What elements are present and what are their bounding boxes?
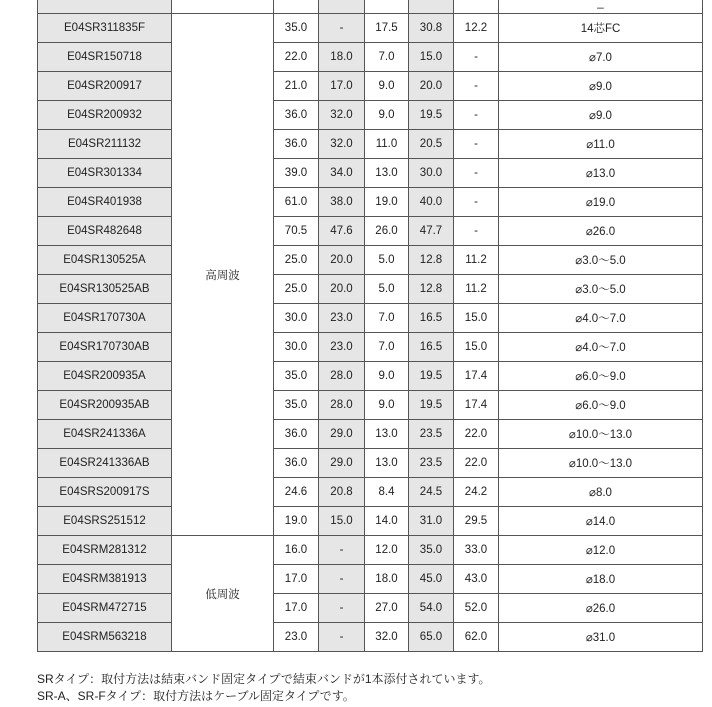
dimension-d1: 30.0	[274, 333, 319, 362]
cable-size: ⌀9.0	[499, 101, 703, 130]
model-number: E04SR301334	[38, 159, 172, 188]
dimension-d5: 11.2	[454, 275, 499, 304]
model-number: E04SRM281312	[38, 536, 172, 565]
table-row	[38, 275, 703, 304]
dimension-d3: 9.0	[365, 391, 409, 420]
model-number: E04SRS200917S	[38, 478, 172, 507]
dimension-d4: 12.8	[409, 246, 454, 275]
dimension-d4: 19.5	[409, 101, 454, 130]
model-number: E04SR130525AB	[38, 275, 172, 304]
dimension-d2: 20.0	[319, 246, 365, 275]
model-number: E04SRM563218	[38, 623, 172, 652]
table-row	[38, 0, 703, 14]
dimension-d5: 15.0	[454, 304, 499, 333]
table-row	[38, 333, 703, 362]
model-number: E04SR211132	[38, 130, 172, 159]
dimension-d3: 5.0	[365, 246, 409, 275]
cable-size: ⌀14.0	[499, 507, 703, 536]
dimension-d2: 18.0	[319, 43, 365, 72]
cable-size: ⌀26.0	[499, 594, 703, 623]
dimension-d1: 19.0	[274, 507, 319, 536]
model-number: E04SR130525A	[38, 246, 172, 275]
table-row	[38, 130, 703, 159]
table-row	[38, 623, 703, 652]
dimension-d4: 20.5	[409, 130, 454, 159]
dimension-d4: 40.0	[409, 188, 454, 217]
dimension-d1: 35.0	[274, 362, 319, 391]
dimension-d1: 39.0	[274, 159, 319, 188]
cell-d5	[454, 0, 499, 14]
footnote-sr: SRタイプ：取付方法は結束バンド固定タイプで結束バンドが1本添付されています。	[37, 672, 491, 686]
dimension-d2: 29.0	[319, 420, 365, 449]
model-number: E04SRS251512	[38, 507, 172, 536]
model-number: E04SRM472715	[38, 594, 172, 623]
table-row	[38, 478, 703, 507]
model-number: E04SR482648	[38, 217, 172, 246]
table-row	[38, 391, 703, 420]
dimension-d1: 17.0	[274, 565, 319, 594]
dimension-d3: 13.0	[365, 159, 409, 188]
dimension-d4: 47.7	[409, 217, 454, 246]
cable-size: ⌀7.0	[499, 43, 703, 72]
dimension-d2: 20.0	[319, 275, 365, 304]
cable-size: ⌀10.0～13.0	[499, 420, 703, 449]
table-row	[38, 536, 703, 565]
dimension-d5: 33.0	[454, 536, 499, 565]
dimension-d4: 35.0	[409, 536, 454, 565]
dimension-d4: 45.0	[409, 565, 454, 594]
dimension-d5: 43.0	[454, 565, 499, 594]
table-row	[38, 594, 703, 623]
footnotes	[37, 671, 491, 705]
dimension-d3: 7.0	[365, 43, 409, 72]
dimension-d1: 25.0	[274, 246, 319, 275]
dimension-d4: 19.5	[409, 391, 454, 420]
dimension-d4: 12.8	[409, 275, 454, 304]
model-number: E04SR241336AB	[38, 449, 172, 478]
cell-d1	[274, 0, 319, 14]
dimension-d2: 32.0	[319, 101, 365, 130]
model-number: E04SRM381913	[38, 565, 172, 594]
model-number: E04SR170730AB	[38, 333, 172, 362]
cell-model	[38, 0, 172, 14]
dimension-d4: 30.0	[409, 159, 454, 188]
dimension-d3: 32.0	[365, 623, 409, 652]
dimension-d5: 52.0	[454, 594, 499, 623]
dimension-d2: -	[319, 536, 365, 565]
model-number: E04SR170730A	[38, 304, 172, 333]
dimension-d2: -	[319, 565, 365, 594]
dimension-d1: 36.0	[274, 420, 319, 449]
dimension-d2: 20.8	[319, 478, 365, 507]
table-row	[38, 188, 703, 217]
dimension-d1: 16.0	[274, 536, 319, 565]
dimension-d2: 15.0	[319, 507, 365, 536]
cable-size: ⌀4.0～7.0	[499, 333, 703, 362]
table-row	[38, 507, 703, 536]
dimension-d3: 12.0	[365, 536, 409, 565]
dimension-d2: -	[319, 623, 365, 652]
dimension-d3: 8.4	[365, 478, 409, 507]
cell-d3	[365, 0, 409, 14]
cell-d4	[409, 0, 454, 14]
dimension-d3: 26.0	[365, 217, 409, 246]
dimension-d5: 17.4	[454, 391, 499, 420]
cable-size: ⌀10.0～13.0	[499, 449, 703, 478]
dimension-d4: 20.0	[409, 72, 454, 101]
dimension-d1: 35.0	[274, 14, 319, 43]
dimension-d5: -	[454, 101, 499, 130]
dimension-d4: 31.0	[409, 507, 454, 536]
frequency-group-label: 高周波	[172, 14, 274, 536]
model-number: E04SR311835F	[38, 14, 172, 43]
dimension-d2: -	[319, 14, 365, 43]
dimension-d4: 15.0	[409, 43, 454, 72]
dimension-d5: -	[454, 72, 499, 101]
model-number: E04SR241336A	[38, 420, 172, 449]
dimension-d2: 47.6	[319, 217, 365, 246]
dimension-d2: 28.0	[319, 362, 365, 391]
model-number: E04SR200917	[38, 72, 172, 101]
table-row	[38, 43, 703, 72]
model-number: E04SR200935A	[38, 362, 172, 391]
dimension-d1: 23.0	[274, 623, 319, 652]
dimension-d1: 36.0	[274, 130, 319, 159]
dimension-d3: 5.0	[365, 275, 409, 304]
dimension-d4: 23.5	[409, 420, 454, 449]
model-number: E04SR401938	[38, 188, 172, 217]
cable-size: ⌀12.0	[499, 536, 703, 565]
cable-size: ⌀4.0～7.0	[499, 304, 703, 333]
dimension-d1: 36.0	[274, 449, 319, 478]
dimension-d4: 23.5	[409, 449, 454, 478]
table-row	[38, 246, 703, 275]
dimension-d2: 34.0	[319, 159, 365, 188]
dimension-d1: 36.0	[274, 101, 319, 130]
dimension-d5: 15.0	[454, 333, 499, 362]
cable-size: ⌀19.0	[499, 188, 703, 217]
dimension-d4: 24.5	[409, 478, 454, 507]
dimension-d3: 18.0	[365, 565, 409, 594]
dimension-d4: 19.5	[409, 362, 454, 391]
dimension-d3: 9.0	[365, 101, 409, 130]
dimension-d2: -	[319, 594, 365, 623]
model-number: E04SR200932	[38, 101, 172, 130]
table-row	[38, 565, 703, 594]
spec-table-body	[38, 0, 703, 652]
dimension-d5: 17.4	[454, 362, 499, 391]
frequency-group-label: 低周波	[172, 536, 274, 652]
dimension-d1: 35.0	[274, 391, 319, 420]
dimension-d3: 11.0	[365, 130, 409, 159]
dimension-d3: 17.5	[365, 14, 409, 43]
table-row	[38, 72, 703, 101]
dimension-d4: 65.0	[409, 623, 454, 652]
dimension-d5: -	[454, 130, 499, 159]
cable-size: ⌀13.0	[499, 159, 703, 188]
dimension-d2: 32.0	[319, 130, 365, 159]
dimension-d1: 30.0	[274, 304, 319, 333]
cell-d2	[319, 0, 365, 14]
table-row	[38, 420, 703, 449]
dimension-d3: 9.0	[365, 362, 409, 391]
spec-table	[37, 0, 703, 652]
dimension-d5: 22.0	[454, 449, 499, 478]
dimension-d1: 61.0	[274, 188, 319, 217]
cable-size: ⌀26.0	[499, 217, 703, 246]
cell-note: _	[499, 0, 703, 14]
dimension-d2: 23.0	[319, 304, 365, 333]
dimension-d3: 7.0	[365, 304, 409, 333]
dimension-d3: 27.0	[365, 594, 409, 623]
cable-size: ⌀6.0～9.0	[499, 391, 703, 420]
table-row	[38, 101, 703, 130]
table-row	[38, 449, 703, 478]
model-number: E04SR200935AB	[38, 391, 172, 420]
dimension-d5: 22.0	[454, 420, 499, 449]
cable-size: ⌀3.0～5.0	[499, 275, 703, 304]
dimension-d5: 29.5	[454, 507, 499, 536]
cable-size: ⌀8.0	[499, 478, 703, 507]
dimension-d4: 30.8	[409, 14, 454, 43]
table-row	[38, 362, 703, 391]
dimension-d1: 22.0	[274, 43, 319, 72]
footnote-sr-a-f: SR-A、SR-Fタイプ：取付方法はケーブル固定タイプです。	[37, 689, 355, 703]
dimension-d1: 25.0	[274, 275, 319, 304]
dimension-d5: 11.2	[454, 246, 499, 275]
cable-size: ⌀31.0	[499, 623, 703, 652]
cable-size: ⌀18.0	[499, 565, 703, 594]
dimension-d3: 7.0	[365, 333, 409, 362]
dimension-d3: 13.0	[365, 420, 409, 449]
dimension-d3: 19.0	[365, 188, 409, 217]
dimension-d1: 24.6	[274, 478, 319, 507]
table-row	[38, 217, 703, 246]
cable-size: ⌀9.0	[499, 72, 703, 101]
dimension-d2: 17.0	[319, 72, 365, 101]
table-row	[38, 14, 703, 43]
dimension-d3: 9.0	[365, 72, 409, 101]
dimension-d1: 70.5	[274, 217, 319, 246]
dimension-d5: 12.2	[454, 14, 499, 43]
dimension-d4: 16.5	[409, 304, 454, 333]
dimension-d2: 29.0	[319, 449, 365, 478]
dimension-d3: 13.0	[365, 449, 409, 478]
dimension-d5: -	[454, 188, 499, 217]
cable-size: ⌀11.0	[499, 130, 703, 159]
dimension-d5: -	[454, 43, 499, 72]
dimension-d5: -	[454, 217, 499, 246]
cable-size: ⌀6.0～9.0	[499, 362, 703, 391]
dimension-d2: 23.0	[319, 333, 365, 362]
dimension-d1: 21.0	[274, 72, 319, 101]
model-number: E04SR150718	[38, 43, 172, 72]
dimension-d4: 54.0	[409, 594, 454, 623]
table-row	[38, 159, 703, 188]
dimension-d5: -	[454, 159, 499, 188]
dimension-d3: 14.0	[365, 507, 409, 536]
dimension-d5: 24.2	[454, 478, 499, 507]
dimension-d5: 62.0	[454, 623, 499, 652]
dimension-d2: 28.0	[319, 391, 365, 420]
cable-size: ⌀3.0～5.0	[499, 246, 703, 275]
dimension-d2: 38.0	[319, 188, 365, 217]
dimension-d1: 17.0	[274, 594, 319, 623]
dimension-d4: 16.5	[409, 333, 454, 362]
cable-size: 14芯FC	[499, 14, 703, 43]
cell-type	[172, 0, 274, 14]
table-row	[38, 304, 703, 333]
